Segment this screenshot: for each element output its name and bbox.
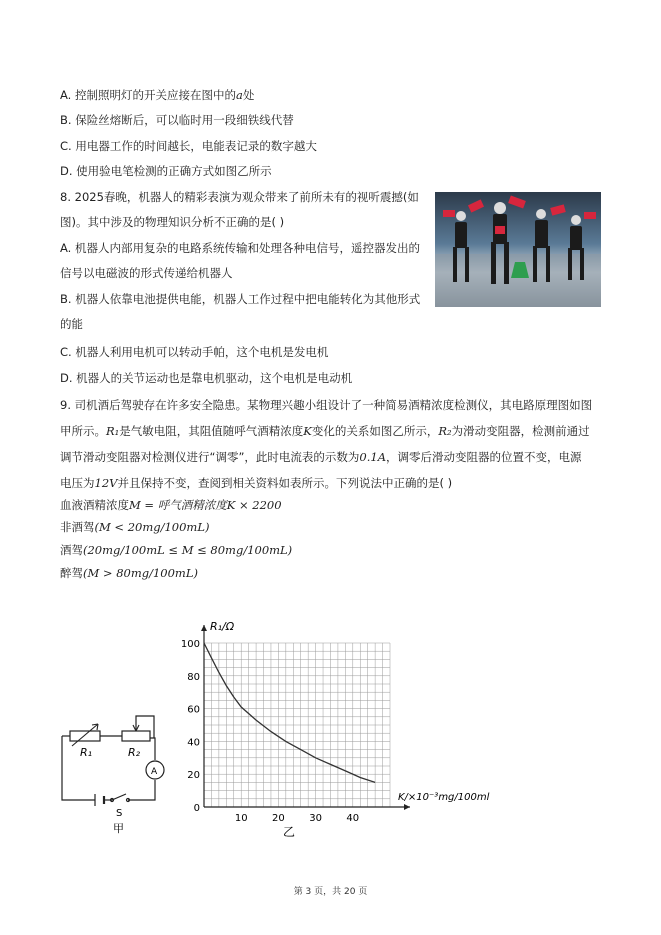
chart-x-axis-label: K/×10⁻³mg/100ml (398, 792, 490, 803)
chart-y-ticks (181, 639, 200, 814)
y-tick-label: 40 (187, 737, 200, 749)
q9-table-row-formula: 血液酒精浓度M = 呼气酒精浓度K × 2200 (60, 498, 282, 512)
x-axis-arrow (404, 804, 410, 810)
y-axis-arrow (201, 625, 207, 631)
q7-option-c: C. 用电器工作的时间越长，电能表记录的数字越大 (60, 139, 317, 153)
x-tick-label: 40 (346, 813, 360, 824)
robot-performance-photo (435, 192, 601, 307)
switch-label: S (116, 808, 123, 819)
circuit-r2-label: R₂ (128, 746, 141, 759)
y-tick-label: 80 (187, 671, 200, 683)
y-tick-label: 0 (193, 803, 200, 814)
resistance-concentration-chart (180, 610, 520, 840)
chart-caption: 乙 (283, 825, 296, 839)
page-footer: 第 3 页，共 20 页 (293, 887, 368, 897)
q7-option-a: A. 控制照明灯的开关应接在图中的a处 (60, 88, 255, 102)
y-tick-label: 60 (187, 704, 200, 716)
q8-option-c: C. 机器人利用电机可以转动手帕，这个电机是发电机 (60, 345, 329, 359)
q9-stem-line1: 9. 司机酒后驾驶存在许多安全隐患。某物理兴趣小组设计了一种简易酒精浓度检测仪，其电路原理图如图 (60, 398, 593, 412)
q9-stem-line2: 甲所示。R₁是气敏电阻，其阻值随呼气酒精浓度K变化的关系如图乙所示，R₂为滑动变阻器，检测前通过 (60, 424, 590, 438)
chart-grid (204, 643, 390, 807)
q9-stem-line4: 电压为12V并且保持不变，查阅到相关资料如表所示。下列说法中正确的是( ) (60, 476, 453, 490)
q9-stem-line3: 调节滑动变阻器对检测仪进行“调零”，此时电流表的示数为0.1A，调零后滑动变阻器的位置不变，电源 (60, 450, 582, 464)
y-tick-label: 100 (180, 639, 200, 650)
chart-y-axis-label: R₁/Ω (210, 620, 235, 633)
circuit-r1-label: R₁ (80, 746, 93, 759)
q9-table-row-very-drunk: 醉驾(M > 80mg/100mL) (60, 566, 198, 580)
x-tick-label: 10 (234, 813, 248, 824)
q8-option-d: D. 机器人的关节运动也是靠电机驱动，这个电机是电动机 (60, 371, 353, 385)
ammeter-symbol: A (151, 767, 158, 777)
chart-series-line (204, 643, 375, 782)
q8-stem-line2: 图)。其中涉及的物理知识分析不正确的是( ) (60, 215, 285, 229)
chart-x-ticks (235, 813, 359, 824)
q7-option-b: B. 保险丝熔断后，可以临时用一段细铁线代替 (60, 113, 294, 127)
q8-option-b-line1: B. 机器人依靠电池提供电能，机器人工作过程中把电能转化为其他形式 (60, 292, 421, 306)
y-tick-label: 20 (187, 770, 200, 782)
x-tick-label: 20 (272, 813, 285, 824)
q9-table-row-non-drunk: 非酒驾(M < 20mg/100mL) (60, 520, 210, 534)
q7-option-d: D. 使用验电笔检测的正确方式如图乙所示 (60, 164, 272, 178)
circuit-caption: 甲 (113, 822, 124, 835)
q8-option-a-line1: A. 机器人内部用复杂的电路系统传输和处理各种电信号，遥控器发出的 (60, 241, 420, 255)
q8-stem-line1: 8. 2025春晚，机器人的精彩表演为观众带来了前所未有的视听震撼(如 (60, 190, 419, 204)
q8-option-a-line2: 信号以电磁波的形式传递给机器人 (60, 266, 233, 280)
q8-option-b-line2: 的能 (60, 317, 83, 331)
x-tick-label: 30 (309, 813, 322, 824)
q9-table-row-drunk: 酒驾(20mg/100mL ≤ M ≤ 80mg/100mL) (60, 543, 293, 557)
circuit-diagram (50, 700, 180, 840)
